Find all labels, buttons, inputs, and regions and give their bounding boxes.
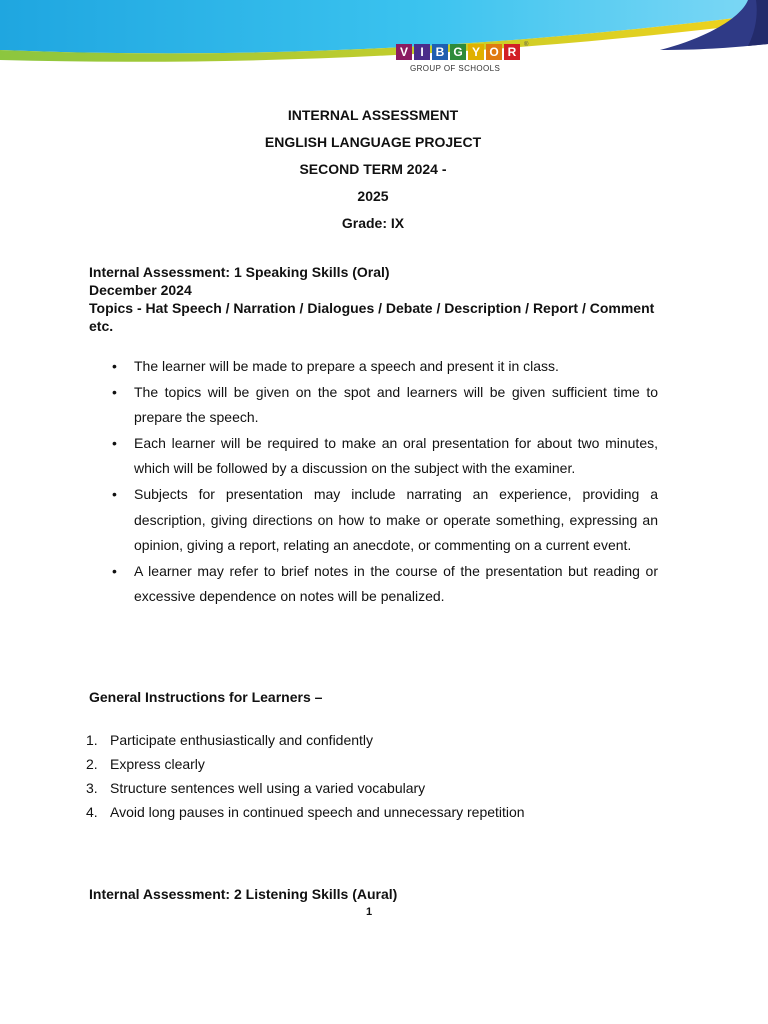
- list-text: Participate enthusiastically and confidently: [110, 732, 374, 748]
- document-title-block: [0, 105, 746, 240]
- registered-mark: ®: [524, 42, 529, 48]
- list-item: [112, 354, 658, 380]
- bullet-icon: •: [112, 434, 117, 451]
- list-item: [112, 482, 658, 559]
- assessment-1-topics: Topics - Hat Speech / Narration / Dialogues / Debate / Description / Report / Comment etc.: [89, 300, 655, 334]
- title-term: SECOND TERM 2024 -: [299, 161, 447, 177]
- list-item: [86, 728, 646, 752]
- list-number: 2.: [86, 756, 98, 772]
- bullet-text: Each learner will be required to make an oral presentation for about two minutes, which will be followed by a discussion on the subject with the examiner.: [134, 434, 658, 477]
- list-number: 3.: [86, 780, 98, 796]
- list-item: [112, 431, 658, 482]
- assessment-2-header: [89, 885, 669, 903]
- list-text: Structure sentences well using a varied vocabulary: [110, 780, 426, 796]
- bullet-text: Subjects for presentation may include narrating an experience, providing a description, giving directions on how to make or operate something, expressing an opinion, giving a report, relating an anecdote, or commenting on a current event.: [134, 485, 658, 554]
- list-text: Avoid long pauses in continued speech and unnecessary repetition: [110, 804, 525, 820]
- logo-letter: I: [414, 44, 430, 60]
- logo-letters: [396, 44, 528, 60]
- list-item: [112, 380, 658, 431]
- assessment-1-header: [89, 263, 669, 335]
- logo-letter: R: [504, 44, 520, 60]
- list-number: 1.: [86, 732, 98, 748]
- assessment-1-heading: Internal Assessment: 1 Speaking Skills (Oral): [89, 264, 390, 280]
- logo-subtitle: GROUP OF SCHOOLS: [410, 64, 501, 73]
- assessment-1-date: December 2024: [89, 282, 192, 298]
- title-project: ENGLISH LANGUAGE PROJECT: [264, 134, 482, 150]
- instructions-header: [89, 688, 669, 706]
- page-number: 1: [366, 906, 373, 918]
- bullet-text: The topics will be given on the spot and learners will be given sufficient time to prepare the speech.: [134, 383, 658, 426]
- header-banner-graphic: [0, 0, 768, 90]
- title-grade: Grade: IX: [341, 215, 405, 231]
- assessment-2-heading: Internal Assessment: 2 Listening Skills (Aural): [89, 886, 398, 902]
- instructions-list: [86, 728, 646, 824]
- logo-letter: V: [396, 44, 412, 60]
- vibgyor-logo: [396, 44, 528, 73]
- list-item: [86, 752, 646, 776]
- list-number: 4.: [86, 804, 98, 820]
- title-internal-assessment: INTERNAL ASSESSMENT: [287, 107, 459, 123]
- logo-letter: Y: [468, 44, 484, 60]
- list-item: [86, 800, 646, 824]
- bullet-icon: •: [112, 383, 117, 400]
- bullet-text: A learner may refer to brief notes in the course of the presentation but reading or excessive dependence on notes will be penalized.: [134, 562, 658, 605]
- speaking-bullet-list: [112, 354, 658, 610]
- instructions-heading: General Instructions for Learners –: [89, 689, 323, 705]
- title-year: 2025: [357, 188, 389, 204]
- logo-letter: G: [450, 44, 466, 60]
- bullet-icon: •: [112, 358, 117, 374]
- list-item: [86, 776, 646, 800]
- bullet-icon: •: [112, 485, 117, 502]
- bullet-icon: •: [112, 562, 117, 579]
- list-item: [112, 559, 658, 610]
- bullet-text: The learner will be made to prepare a speech and present it in class.: [134, 358, 559, 374]
- logo-letter: O: [486, 44, 502, 60]
- logo-letter: B: [432, 44, 448, 60]
- list-text: Express clearly: [110, 756, 205, 772]
